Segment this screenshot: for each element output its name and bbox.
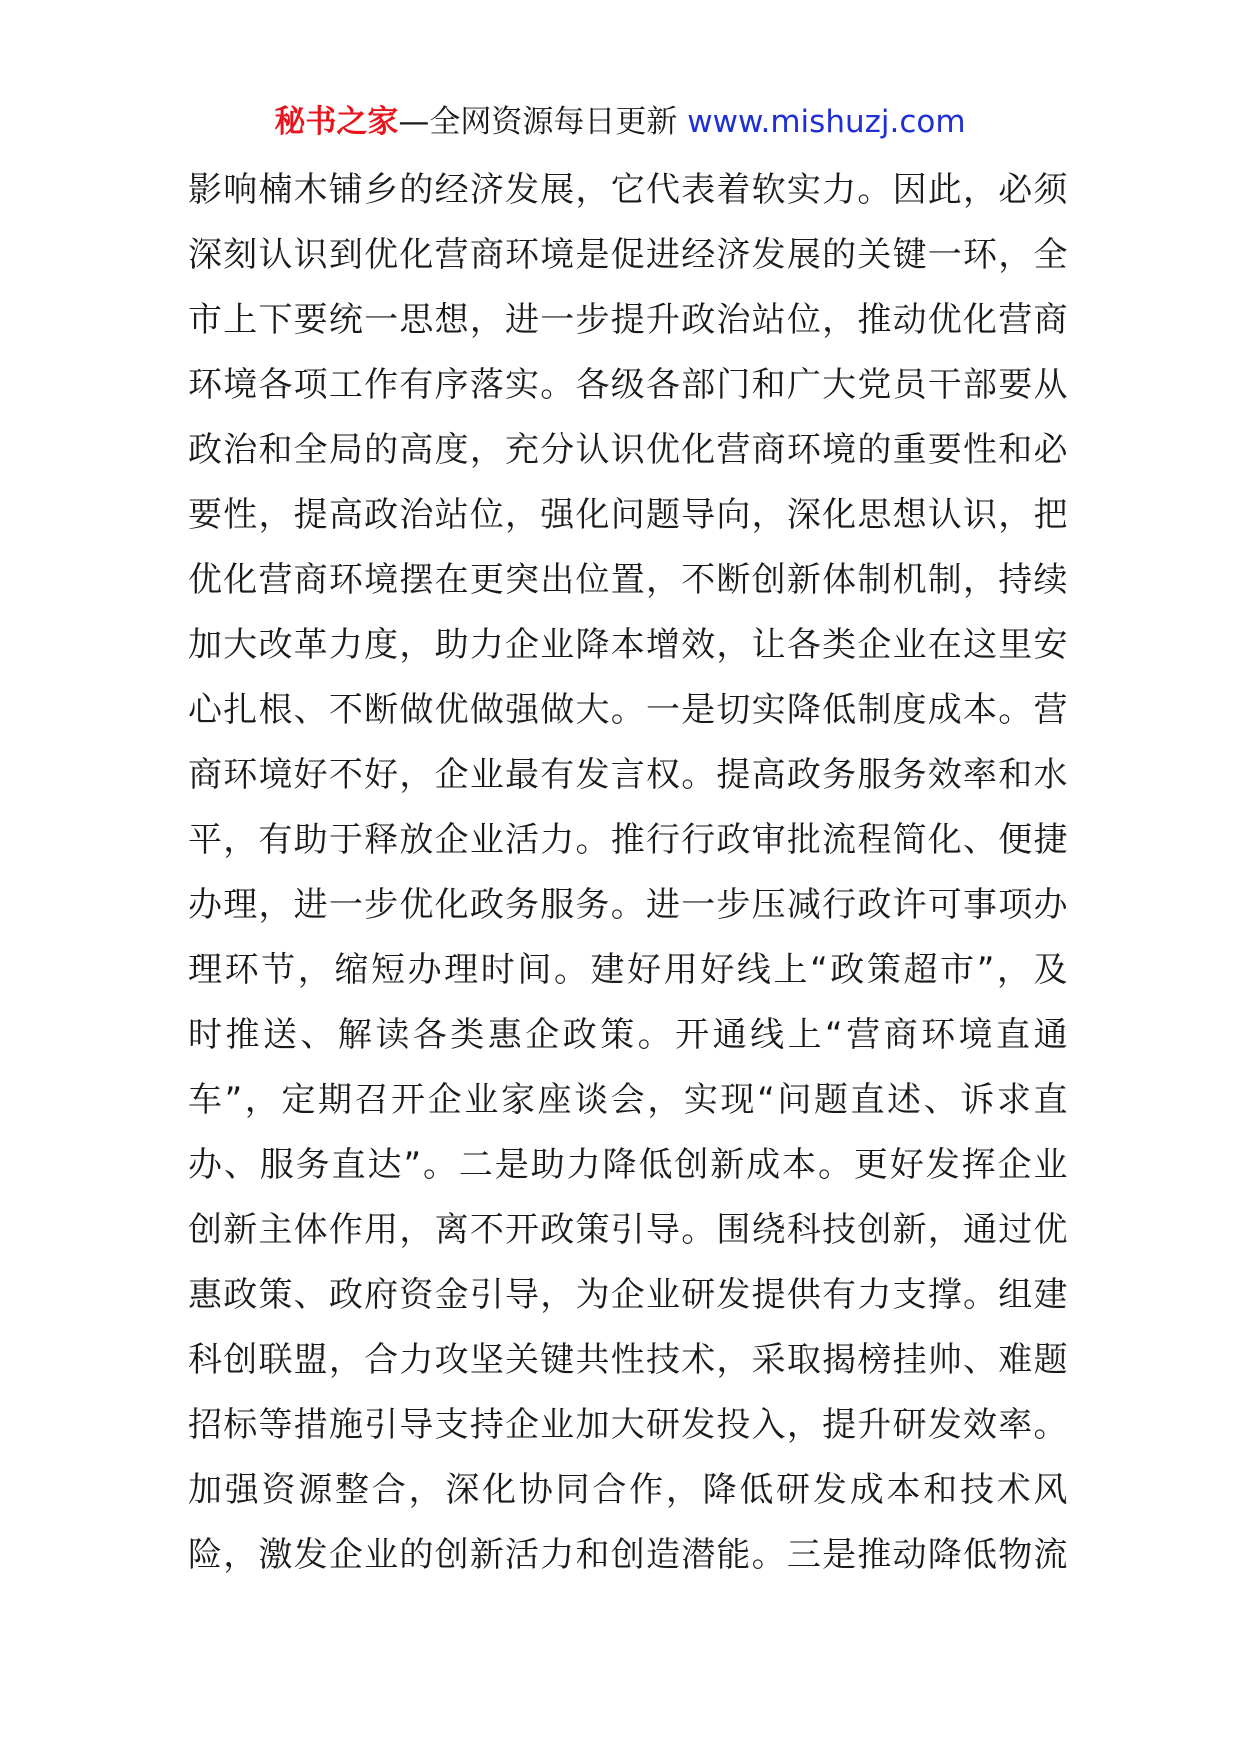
body-line: 政治和全局的高度，充分认识优化营商环境的重要性和必: [188, 430, 1068, 470]
body-line: 影响楠木铺乡的经济发展，它代表着软实力。因此，必须: [188, 170, 1068, 210]
body-line: 招标等措施引导支持企业加大研发投入，提升研发效率。: [188, 1405, 1068, 1445]
body-line: 环境各项工作有序落实。各级各部门和广大党员干部要从: [188, 365, 1068, 405]
body-line: 惠政策、政府资金引导，为企业研发提供有力支撑。组建: [188, 1275, 1068, 1315]
site-brand: 秘书之家: [274, 104, 399, 140]
body-line: 商环境好不好，企业最有发言权。提高政务服务效率和水: [188, 755, 1068, 795]
body-line: 时推送、解读各类惠企政策。开通线上“营商环境直通: [188, 1015, 1068, 1055]
body-line: 车”，定期召开企业家座谈会，实现“问题直述、诉求直: [188, 1080, 1068, 1120]
body-line: 加强资源整合，深化协同合作，降低研发成本和技术风: [188, 1470, 1068, 1510]
document-body: [188, 158, 1068, 1588]
body-line: 要性，提高政治站位，强化问题导向，深化思想认识，把: [188, 495, 1068, 535]
body-line: 心扎根、不断做优做强做大。一是切实降低制度成本。营: [188, 690, 1068, 730]
body-line: 创新主体作用，离不开政策引导。围绕科技创新，通过优: [188, 1210, 1068, 1250]
site-tagline: —全网资源每日更新: [398, 104, 688, 140]
body-line: 科创联盟，合力攻坚关键共性技术，采取揭榜挂帅、难题: [188, 1340, 1068, 1380]
body-line: 平，有助于释放企业活力。推行行政审批流程简化、便捷: [188, 820, 1068, 860]
body-line: 加大改革力度，助力企业降本增效，让各类企业在这里安: [188, 625, 1068, 665]
body-line: 办理，进一步优化政务服务。进一步压减行政许可事项办: [188, 885, 1068, 925]
body-line: 深刻认识到优化营商环境是促进经济发展的关键一环，全: [188, 235, 1068, 275]
body-line: 优化营商环境摆在更突出位置，不断创新体制机制，持续: [188, 560, 1068, 600]
body-line: 办、服务直达”。二是助力降低创新成本。更好发挥企业: [188, 1145, 1068, 1185]
site-url-link[interactable]: www.mishuzj.com: [687, 104, 966, 140]
body-line: 市上下要统一思想，进一步提升政治站位，推动优化营商: [188, 300, 1068, 340]
body-line: 理环节，缩短办理时间。建好用好线上“政策超市”，及: [188, 950, 1068, 990]
page-header: [0, 100, 1240, 144]
body-line: 险，激发企业的创新活力和创造潜能。三是推动降低物流: [188, 1535, 1068, 1575]
